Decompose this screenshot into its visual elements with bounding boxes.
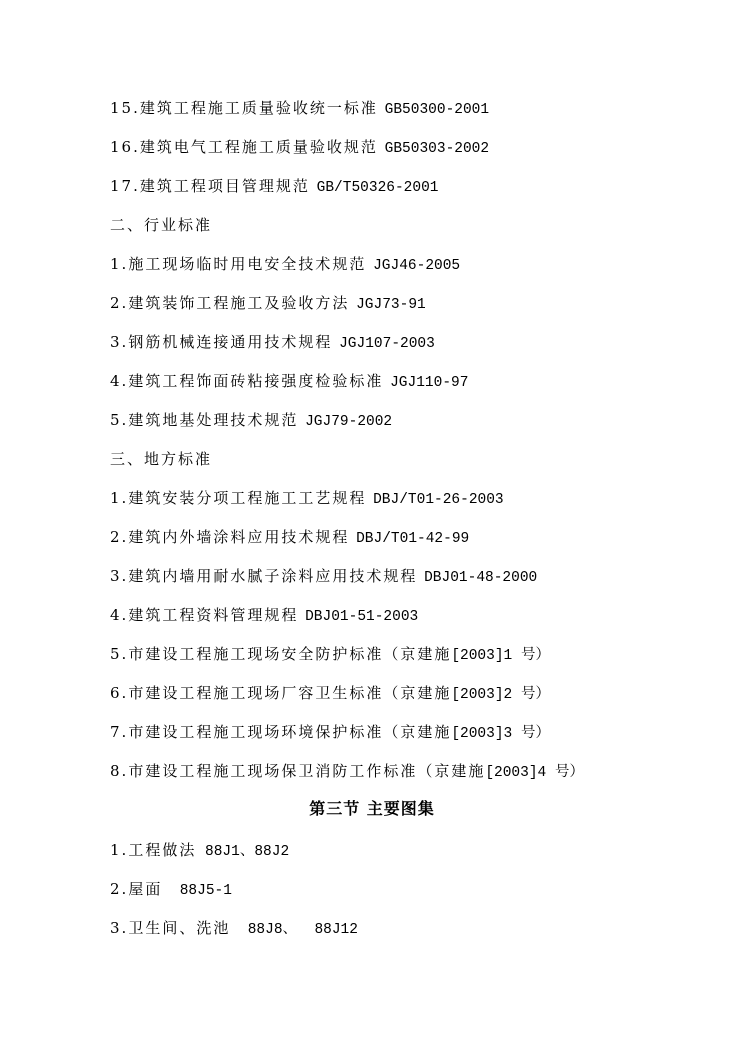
industry-heading: 二、行业标准 <box>110 216 213 234</box>
local-heading: 三、地方标准 <box>110 450 213 468</box>
atlas-item: 3.卫生间、洗池 88J8、 88J12 <box>110 919 358 938</box>
standard-item: 16.建筑电气工程施工质量验收规范 GB50303-2002 <box>110 138 490 157</box>
standard-item: 8.市建设工程施工现场保卫消防工作标准（京建施[2003]4 号） <box>110 762 584 781</box>
standard-item: 6.市建设工程施工现场厂容卫生标准（京建施[2003]2 号） <box>110 684 550 703</box>
standard-item: 7.市建设工程施工现场环境保护标准（京建施[2003]3 号） <box>110 723 550 742</box>
standard-item: 5.建筑地基处理技术规范 JGJ79-2002 <box>110 411 393 430</box>
standard-item: 3.钢筋机械连接通用技术规程 JGJ107-2003 <box>110 333 435 352</box>
atlas-item: 1.工程做法 88J1、88J2 <box>110 841 290 860</box>
standard-item: 1.建筑安装分项工程施工工艺规程 DBJ/T01-26-2003 <box>110 489 504 508</box>
atlas-item: 2.屋面 88J5-1 <box>110 880 232 899</box>
standard-item: 2.建筑内外墙涂料应用技术规程 DBJ/T01-42-99 <box>110 528 470 547</box>
standard-item: 5.市建设工程施工现场安全防护标准（京建施[2003]1 号） <box>110 645 550 664</box>
standard-item: 1.施工现场临时用电安全技术规范 JGJ46-2005 <box>110 255 461 274</box>
section-title: 第三节 主要图集 <box>309 799 435 818</box>
standard-item: 3.建筑内墙用耐水腻子涂料应用技术规程 DBJ01-48-2000 <box>110 567 538 586</box>
standard-item: 4.建筑工程饰面砖粘接强度检验标准 JGJ110-97 <box>110 372 469 391</box>
standard-item: 4.建筑工程资料管理规程 DBJ01-51-2003 <box>110 606 419 625</box>
standard-item: 15.建筑工程施工质量验收统一标准 GB50300-2001 <box>110 99 490 118</box>
standard-item: 17.建筑工程项目管理规范 GB/T50326-2001 <box>110 177 439 196</box>
standard-item: 2.建筑装饰工程施工及验收方法 JGJ73-91 <box>110 294 426 313</box>
